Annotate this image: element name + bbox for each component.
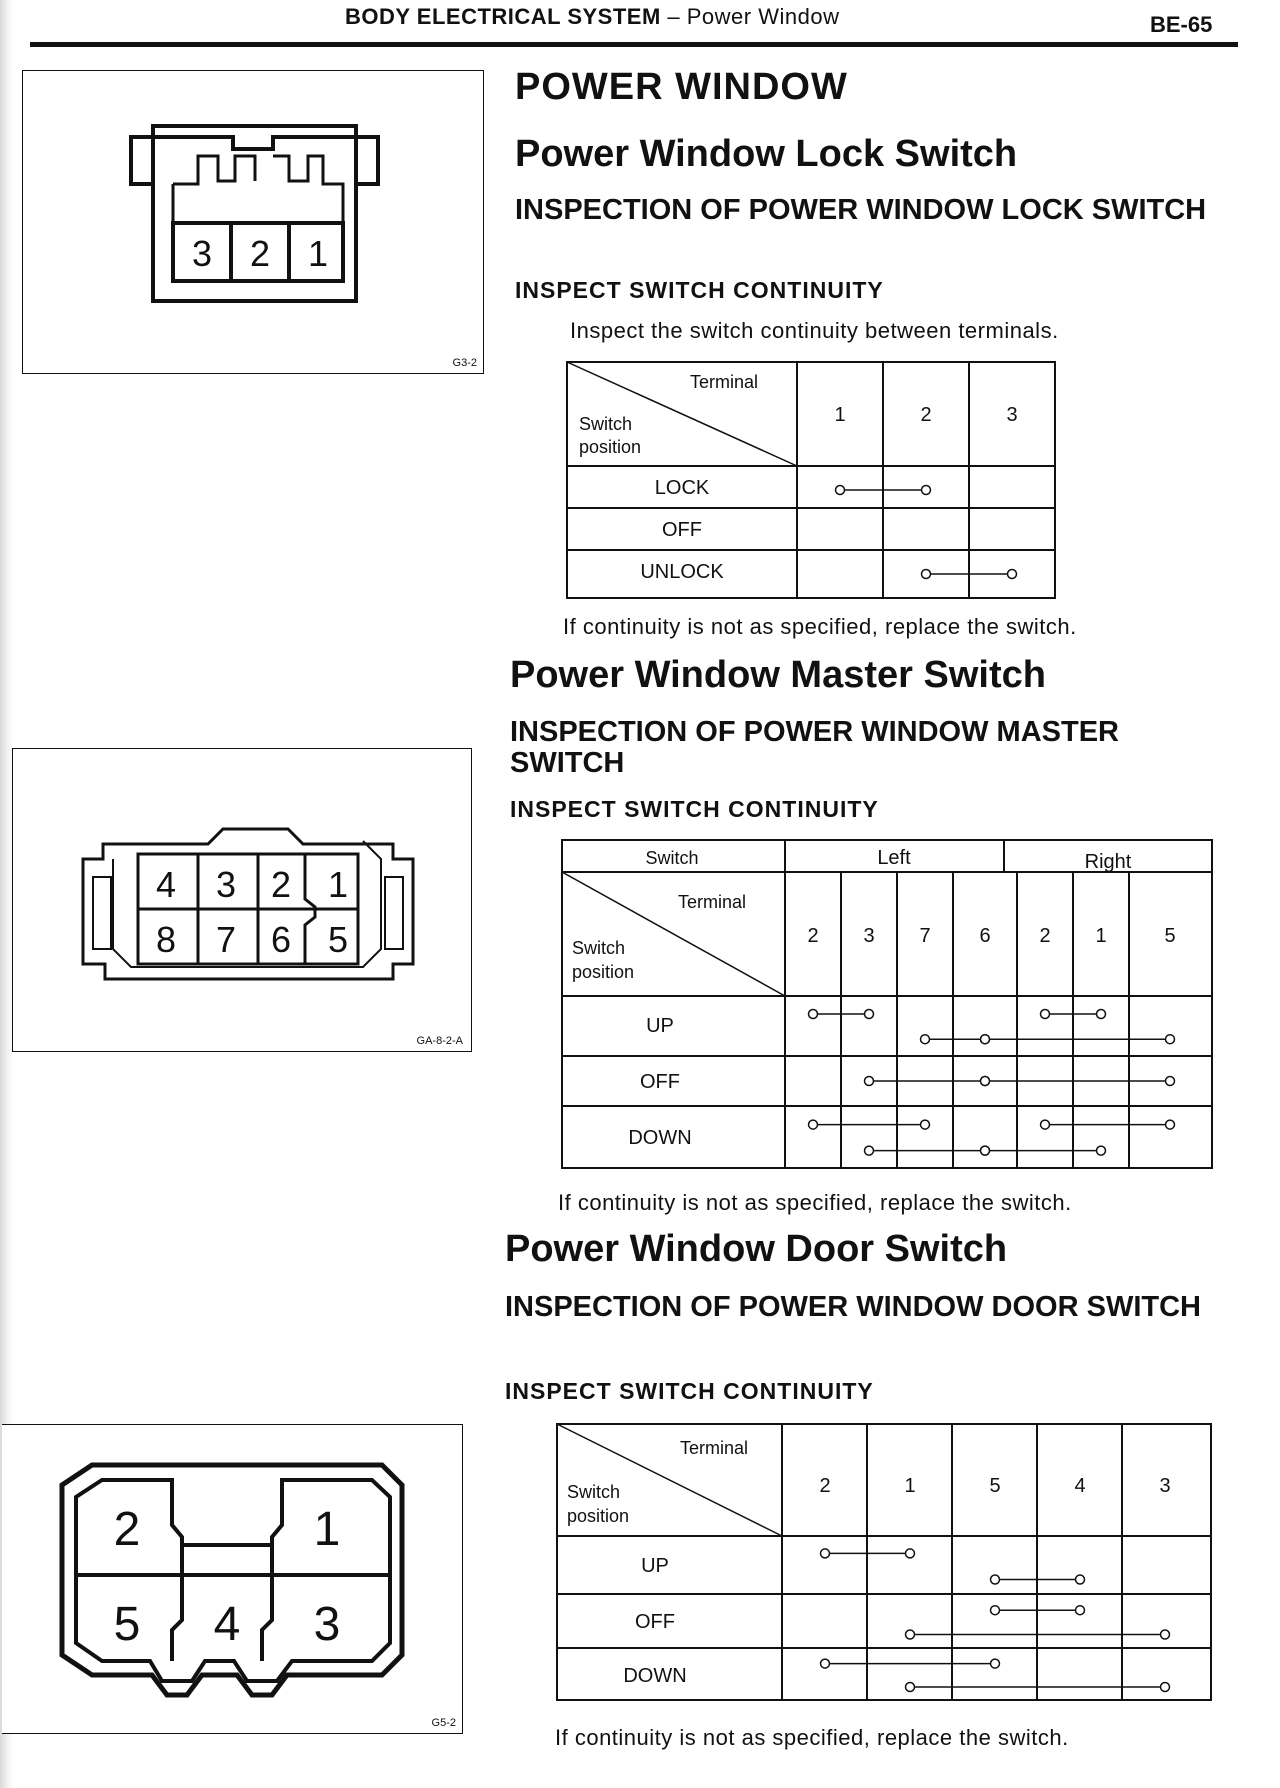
master-terminal-2: 3 [863,925,875,947]
lock-switch-heading: Power Window Lock Switch [515,133,1018,175]
master-pin-6: 6 [270,919,292,960]
lock-switch-connector-diagram [23,71,483,373]
master-group-left: Left [877,847,911,869]
master-link-down-0 [809,1120,930,1129]
lock-corner-terminal: Terminal [690,372,759,392]
door-row-down: DOWN [623,1665,687,1687]
page-title: POWER WINDOW [515,66,848,108]
lock-pin-3: 3 [191,233,213,274]
door-pin-3: 3 [313,1598,341,1651]
lock-terminal-2: 2 [920,404,932,426]
door-terminal-5: 3 [1159,1475,1171,1497]
lock-pin-1: 1 [307,233,329,274]
master-group-right: Right [1084,851,1132,873]
master-switch-connector-diagram [13,749,471,1051]
door-switch-inspection-heading: INSPECTION OF POWER WINDOW DOOR SWITCH [505,1291,1201,1323]
master-switch-note: If continuity is not as specified, replace the switch. [558,1190,1072,1215]
door-pin-1: 1 [313,1503,341,1556]
master-pin-8: 8 [155,919,177,960]
master-figure-code: GA-8-2-A [416,1035,463,1047]
lock-row-lock: LOCK [654,477,710,499]
lock-switch-continuity-table [565,360,1065,602]
door-row-off: OFF [635,1611,675,1633]
door-switch-note: If continuity is not as specified, replace the switch. [555,1725,1069,1750]
door-figure-code: G5-2 [431,1717,456,1729]
door-switch-step: INSPECT SWITCH CONTINUITY [505,1378,874,1404]
master-terminal-1: 2 [807,925,819,947]
master-pin-7: 7 [215,919,237,960]
master-corner-terminal: Terminal [678,892,747,912]
master-link-up-1 [921,1035,990,1044]
master-terminal-4: 6 [979,925,991,947]
master-terminal-headers [807,925,1175,947]
header-rule [30,42,1238,47]
door-corner-terminal: Terminal [680,1438,749,1458]
lock-switch-note: If continuity is not as specified, replace the switch. [563,614,1077,639]
lock-terminal-3: 3 [1006,404,1018,426]
master-pin-1: 1 [327,864,349,905]
master-link-off-0 [865,1077,990,1086]
lock-row-off: OFF [662,519,702,541]
master-link-up-3 [981,1035,1175,1044]
lock-pin-2: 2 [249,233,271,274]
door-terminal-headers [819,1475,1170,1497]
door-switch-connector-figure [2,1424,463,1734]
header-section: BODY ELECTRICAL SYSTEM [345,4,661,29]
door-pin-5: 5 [113,1598,141,1651]
door-pin-4: 4 [213,1598,241,1651]
lock-switch-inspection-heading: INSPECTION OF POWER WINDOW LOCK SWITCH [515,194,1207,226]
door-pin-2: 2 [113,1503,141,1556]
lock-switch-connector-figure [22,70,484,374]
lock-row-unlock: UNLOCK [640,561,724,583]
master-link-off-1 [981,1077,1175,1086]
master-switch-connector-figure [12,748,472,1052]
master-link-down-2 [1041,1120,1175,1129]
door-terminal-2: 1 [904,1475,916,1497]
master-switch-continuity-table [560,838,1220,1172]
master-row-down: DOWN [628,1127,692,1149]
master-link-down-3 [981,1146,1106,1155]
master-terminal-3: 7 [919,925,931,947]
door-row-up: UP [641,1555,669,1577]
master-terminal-5: 2 [1039,925,1051,947]
lock-corner-position: position [579,437,642,457]
lock-terminal-1: 1 [834,404,846,426]
master-pin-5: 5 [327,919,349,960]
master-row-up: UP [646,1015,674,1037]
page-header-title [345,4,839,30]
lock-figure-code: G3-2 [452,357,477,369]
door-switch-heading: Power Window Door Switch [505,1228,1008,1270]
master-switch-inspection-heading: INSPECTION OF POWER WINDOW MASTER SWITCH [510,716,1119,779]
door-corner-switch: Switch [567,1482,621,1502]
door-switch-continuity-table [555,1422,1217,1704]
lock-continuity-links [836,486,1017,579]
door-continuity-links [821,1549,1170,1692]
page-number: BE-65 [1150,12,1213,37]
master-continuity-links [809,1010,1175,1156]
door-link-down-0 [821,1659,1000,1668]
master-group-switch: Switch [645,848,699,868]
door-switch-connector-diagram [2,1425,462,1733]
lock-switch-instruction: Inspect the switch continuity between terminals. [570,318,1059,343]
door-terminal-3: 5 [989,1475,1001,1497]
master-row-off: OFF [640,1071,680,1093]
door-terminal-1: 2 [819,1475,831,1497]
header-subsection: – Power Window [667,4,840,29]
master-terminal-7: 5 [1164,925,1176,947]
master-terminal-6: 1 [1095,925,1107,947]
master-pin-2: 2 [270,864,292,905]
door-terminal-4: 4 [1074,1475,1086,1497]
master-corner-position: position [572,962,635,982]
door-corner-position: position [567,1506,630,1526]
master-switch-heading: Power Window Master Switch [510,654,1046,696]
master-switch-step: INSPECT SWITCH CONTINUITY [510,796,879,822]
master-pin-3: 3 [215,864,237,905]
lock-switch-step: INSPECT SWITCH CONTINUITY [515,277,884,303]
master-corner-switch: Switch [572,938,626,958]
lock-corner-switch: Switch [579,414,633,434]
master-link-down-1 [865,1146,990,1155]
master-pin-4: 4 [155,864,177,905]
